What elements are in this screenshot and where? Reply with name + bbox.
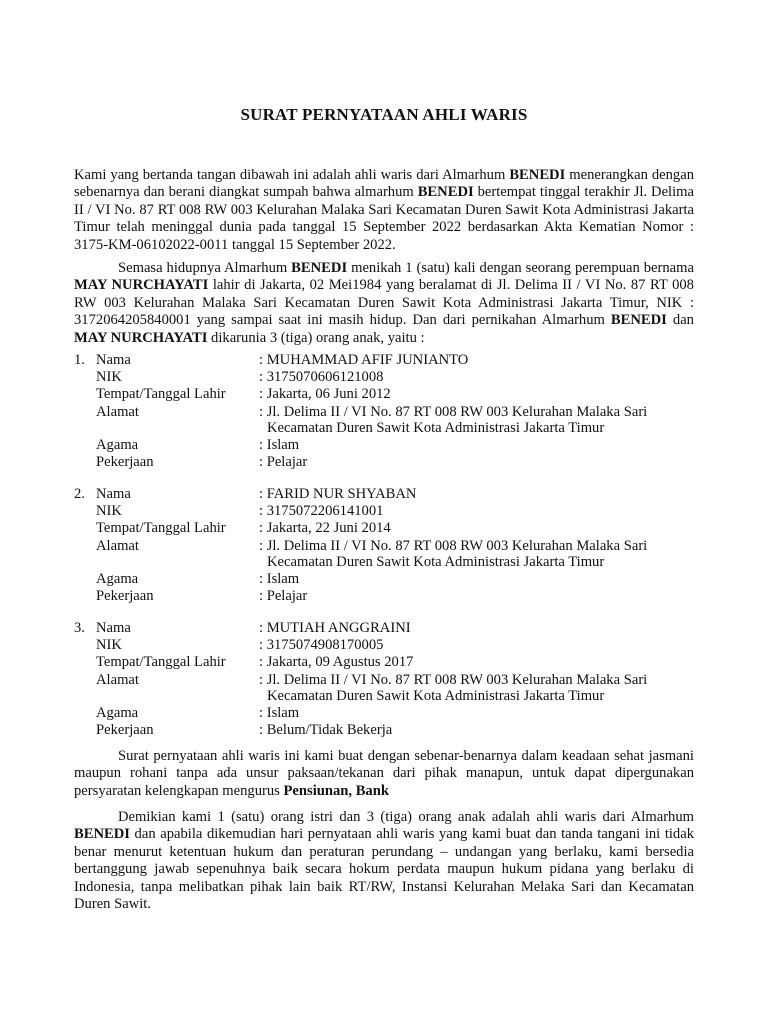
field-label: Agama [96,570,139,587]
spouse-name: MAY NURCHAYATI [74,329,208,346]
heir-occupation: : Pelajar [259,588,308,605]
heir-name-row [74,620,694,637]
deceased-name: BENEDI [417,184,474,201]
heir-religion: : Islam [259,704,300,721]
heir-address-row [74,404,694,437]
purpose-text: Pensiunan, Bank [283,782,389,799]
field-label: Alamat [96,537,139,554]
heir-entry [74,486,694,605]
heir-occupation-row [74,454,694,471]
text-run: dan apabila dikemudian hari pernyataan ahli waris yang kami buat dan tanda tangani ini tidak benar menurut ketentuan hukum dan peraturan perundang – undangan yang berlaku, kami bersedia bertanggung jawab sepenuhnya baik secara hokum perdata maupun hukum pidana yang berlaku di Indonesia, tanpa melibatkan pihak lain baik RT/RW, Instansi Kelurahan Melaka Sari dan Kecamatan Duren Sawit. [74,826,694,913]
heir-occupation: : Belum/Tidak Bekerja [259,722,393,739]
text-run: Surat pernyataan ahli waris ini kami buat dengan sebenar-benarnya dalam keadaan sehat jasmani maupun rohani tanpa ada unsur paksaan/tekanan dari pihak manapun, untuk dapat dipergunakan persyaratan kelengkapan mengurus [74,748,694,799]
text-run: dan [666,312,694,329]
heir-number: 3. [74,620,85,636]
text-run: menerangkan dengan sebenarnya dan berani diangkat sumpah bahwa almarhum [74,167,695,201]
field-label: Alamat [96,671,139,688]
heir-name: : MUTIAH ANGGRAINI [259,620,411,636]
field-label: Nama [96,620,131,636]
opening-paragraph [74,167,694,254]
field-label: Tempat/Tanggal Lahir [96,520,226,537]
heir-religion-row [74,571,694,588]
heir-religion: : Islam [259,570,300,587]
heir-number: 1. [74,352,85,368]
deceased-name: BENEDI [291,260,348,276]
heir-number: 2. [74,486,85,502]
heir-entry [74,352,694,471]
heir-religion-row [74,437,694,454]
heir-religion: : Islam [259,436,300,453]
heir-birth-row [74,386,694,403]
field-label: Pekerjaan [96,588,154,605]
heir-birth: : Jakarta, 22 Juni 2014 [259,520,391,537]
field-label: Alamat [96,403,139,420]
heir-birth: : Jakarta, 09 Agustus 2017 [259,654,414,671]
heir-name: : MUHAMMAD AFIF JUNIANTO [259,352,469,368]
heir-entry [74,620,694,739]
heir-occupation: : Pelajar [259,454,308,471]
text-run: menikah 1 (satu) kali dengan seorang perempuan bernama [347,260,694,276]
text-run: dikarunia 3 (tiga) orang anak, yaitu : [207,329,425,346]
heir-nik-row [74,369,694,386]
field-label: Pekerjaan [96,454,154,471]
field-label: Agama [96,704,139,721]
heir-nik: : 3175072206141001 [259,503,384,520]
deceased-name: BENEDI [509,167,566,183]
heir-address-row [74,538,694,571]
heir-address-line2: Kecamatan Duren Sawit Kota Administrasi Jakarta Timur [267,554,605,571]
heir-nik: : 3175074908170005 [259,637,384,654]
heir-nik-row [74,503,694,520]
heir-nik: : 3175070606121008 [259,369,384,386]
heir-address-row [74,672,694,705]
heir-birth-row [74,520,694,537]
field-label: NIK [96,369,122,386]
field-label: NIK [96,503,122,520]
text-run: Semasa hidupnya Almarhum [118,260,292,276]
field-label: Agama [96,436,139,453]
document-title: SURAT PERNYATAAN AHLI WARIS [240,105,528,124]
heir-occupation-row [74,588,694,605]
heir-occupation-row [74,722,694,739]
heir-birth-row [74,654,694,671]
closing-paragraph [74,809,694,913]
field-label: Tempat/Tanggal Lahir [96,654,226,671]
heir-address-line1: : Jl. Delima II / VI No. 87 RT 008 RW 003 Kelurahan Malaka Sari [259,671,648,688]
heir-name-row [74,486,694,503]
marriage-paragraph [74,260,694,347]
heir-address-line1: : Jl. Delima II / VI No. 87 RT 008 RW 003 Kelurahan Malaka Sari [259,403,648,420]
spouse-name: MAY NURCHAYATI [74,277,209,294]
statement-paragraph [74,748,694,800]
text-run: Kami yang bertanda tangan dibawah ini adalah ahli waris dari Almarhum [74,167,510,183]
field-label: Pekerjaan [96,722,154,739]
heir-address-line2: Kecamatan Duren Sawit Kota Administrasi Jakarta Timur [267,420,605,437]
field-label: Nama [96,352,131,368]
text-run: lahir di Jakarta, 02 Mei1984 yang beralamat di Jl. Delima II / VI No. 87 RT 008 RW 003 Kelurahan Malaka Sari Kecamatan Duren Sawit Kota Administrasi Jakarta Timur, NIK : 3172064205840001 yang sampai saat ini masih hidup. Dan dari pernikahan Almarhum [74,277,694,329]
heir-name: : FARID NUR SHYABAN [259,486,417,502]
text-run: bertempat tinggal terakhir Jl. Delima II / VI No. 87 RT 008 RW 003 Kelurahan Malaka Sari Kecamatan Duren Sawit Kota Administrasi Jakarta Timur telah meninggal dunia pada tanggal 15 September 2022 berdasarkan Akta Kematian Nomor : 3175-KM-06102022-0011 tanggal 15 September 2022. [74,184,694,253]
heir-birth: : Jakarta, 06 Juni 2012 [259,386,391,403]
field-label: NIK [96,637,122,654]
text-run: Demikian kami 1 (satu) orang istri dan 3 (tiga) orang anak adalah ahli waris dari Almarhum [118,809,694,825]
heir-religion-row [74,705,694,722]
heir-name-row [74,352,694,369]
field-label: Tempat/Tanggal Lahir [96,386,226,403]
heir-address-line1: : Jl. Delima II / VI No. 87 RT 008 RW 003 Kelurahan Malaka Sari [259,537,648,554]
field-label: Nama [96,486,131,502]
deceased-name: BENEDI [74,826,130,843]
heir-address-line2: Kecamatan Duren Sawit Kota Administrasi Jakarta Timur [267,688,605,705]
deceased-name: BENEDI [610,312,667,329]
heir-nik-row [74,637,694,654]
